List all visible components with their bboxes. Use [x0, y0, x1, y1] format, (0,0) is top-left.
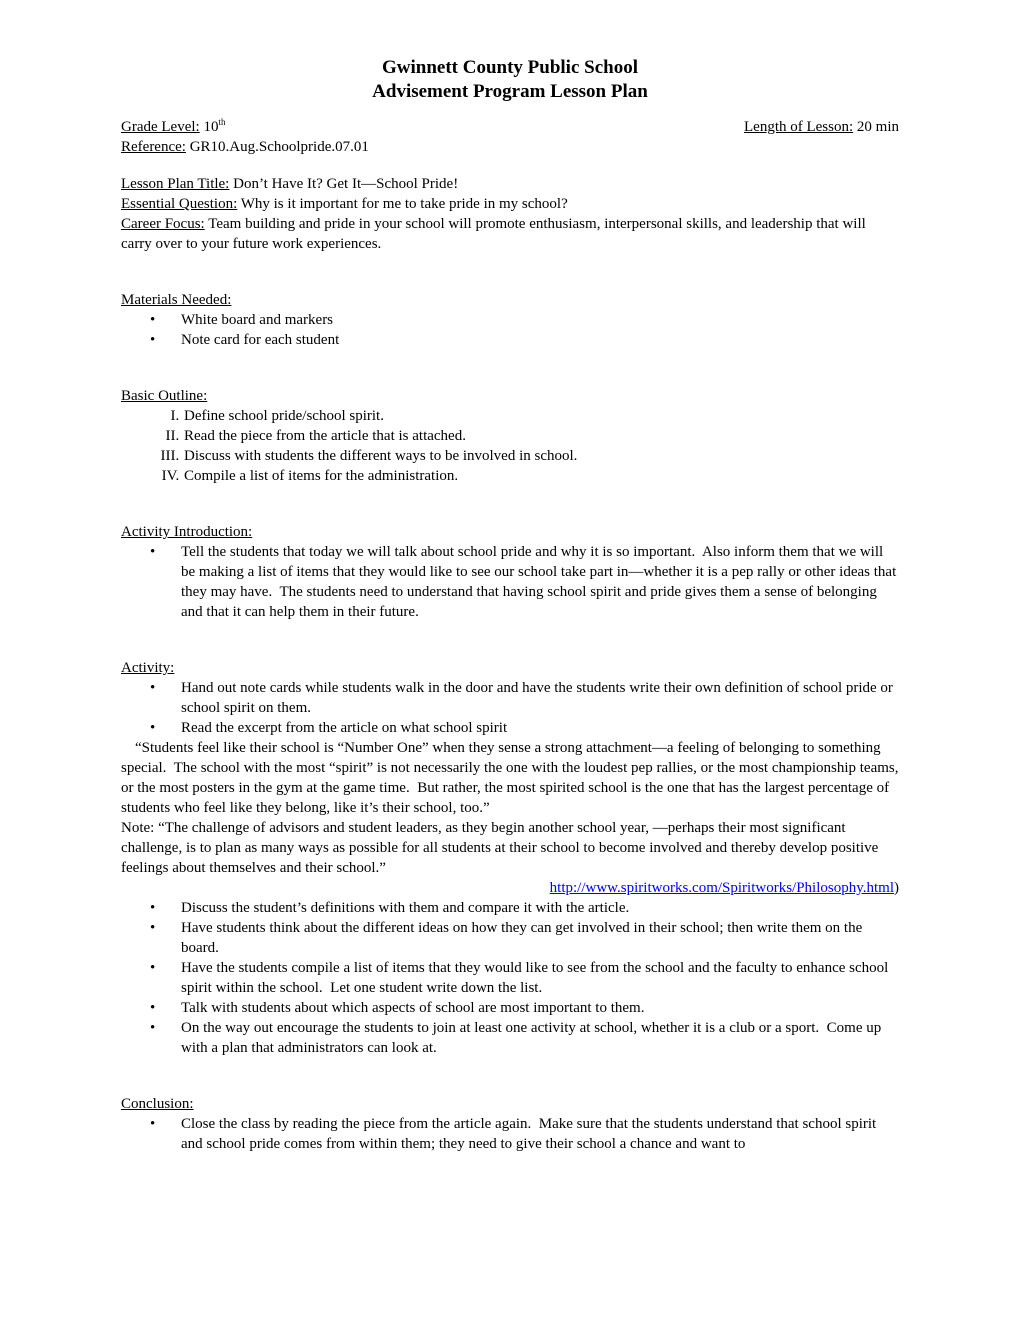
list-item: II. Read the piece from the article that is attached. [183, 426, 899, 446]
activity-introduction-heading: Activity Introduction: [121, 524, 253, 540]
career-focus-line [121, 214, 899, 254]
lesson-plan-title-line [121, 174, 899, 194]
list-item: III. Discuss with students the different ways to be involved in school. [183, 446, 899, 466]
basic-outline-list [121, 406, 899, 486]
list-item: • Talk with students about which aspects of school are most important to them. [121, 998, 899, 1018]
conclusion-heading: Conclusion: [121, 1096, 194, 1112]
career-focus-label: Career Focus: [121, 216, 205, 232]
list-item: • White board and markers [121, 310, 899, 330]
materials-section [121, 290, 899, 350]
list-item: IV. Compile a list of items for the administration. [183, 466, 899, 486]
list-item: • Discuss the student’s definitions with them and compare it with the article. [121, 898, 899, 918]
lesson-length-value: 20 min [856, 119, 899, 135]
lesson-plan-title-label: Lesson Plan Title: [121, 176, 230, 192]
conclusion-list [121, 1114, 899, 1154]
materials-heading: Materials Needed: [121, 292, 232, 308]
list-item: • Hand out note cards while students walk in the door and have the students write their own definition of school pride or school spirit on them. [121, 678, 899, 718]
grade-level-value: 10 [203, 119, 219, 135]
meta-block [121, 117, 899, 157]
materials-list [121, 310, 899, 350]
meta-row-1 [121, 117, 899, 137]
doc-title-line1: Gwinnett County Public School [381, 57, 638, 78]
list-item: • Have the students compile a list of items that they would like to see from the school and the faculty to enhance school spirit within the school. Let one student write down the list. [121, 958, 899, 998]
basic-outline-heading: Basic Outline: [121, 388, 208, 404]
list-item: • Read the excerpt from the article on what school spirit [121, 718, 899, 738]
list-item: • Note card for each student [121, 330, 899, 350]
reference-label: Reference: [121, 139, 186, 155]
conclusion-section [121, 1094, 899, 1154]
activity-list-bottom [121, 898, 899, 1058]
grade-level-label: Grade Level: [121, 119, 200, 135]
list-item: • Tell the students that today we will talk about school pride and why it is so important. Also inform them that we will be making a list of items that they would like to see our school take part in—whether it is a pep rally or other ideas that they may have. The students need to understand that having school spirit and pride gives them a sense of belonging and that it can help them in their future. [121, 542, 899, 622]
source-link-suffix: ) [894, 880, 899, 896]
essential-question-label: Essential Question: [121, 196, 238, 212]
lesson-length-label: Length of Lesson: [744, 119, 854, 135]
activity-introduction-section [121, 522, 899, 622]
list-item: I. Define school pride/school spirit. [183, 406, 899, 426]
lesson-plan-title-value: Don’t Have It? Get It—School Pride! [233, 176, 459, 192]
source-link[interactable]: http://www.spiritworks.com/Spiritworks/Philosophy.html [549, 880, 894, 896]
list-item: • Close the class by reading the piece from the article again. Make sure that the students understand that school spirit and school pride comes from within them; they need to give their school a chance and want to [121, 1114, 899, 1154]
activity-list-top [121, 678, 899, 738]
source-link-line [121, 878, 899, 898]
list-item: • Have students think about the different ideas on how they can get involved in their school; then write them on the board. [121, 918, 899, 958]
grade-level [121, 117, 225, 137]
basic-outline-section [121, 386, 899, 486]
doc-title-line2: Advisement Program Lesson Plan [372, 81, 648, 102]
list-item: • On the way out encourage the students to join at least one activity at school, whether it is a club or a sport. Come up with a plan that administrators can look at. [121, 1018, 899, 1058]
overview-block [121, 174, 899, 254]
essential-question-value: Why is it important for me to take pride in my school? [240, 196, 568, 212]
reference-value: GR10.Aug.Schoolpride.07.01 [189, 139, 369, 155]
grade-level-superscript: th [218, 117, 226, 127]
essential-question-line [121, 194, 899, 214]
meta-row-2 [121, 137, 899, 157]
activity-section [121, 658, 903, 1058]
reference [121, 137, 369, 157]
activity-introduction-list [121, 542, 899, 622]
lesson-length [744, 117, 899, 137]
note-paragraph: Note: “The challenge of advisors and student leaders, as they begin another school year, —perhaps their most significant challenge, is to plan as many ways as possible for all students at their school to become involved and thereby develop positive feelings about themselves and their school.” [121, 820, 883, 876]
doc-title [121, 56, 899, 104]
article-quote: “Students feel like their school is “Number One” when they sense a strong attachment—a feeling of belonging to something special. The school with the most “spirit” is not necessarily the one with the loudest pep rallies, or the most championship teams, or the most posters in the gym at the game time. But rather, the most spirited school is the one that has the largest percentage of students who feel like they belong, like it’s their school, too.” [121, 740, 903, 816]
activity-heading: Activity: [121, 660, 175, 676]
career-focus-value: Team building and pride in your school will promote enthusiasm, interpersonal skills, and leadership that will carry over to your future work experiences. [121, 216, 866, 252]
